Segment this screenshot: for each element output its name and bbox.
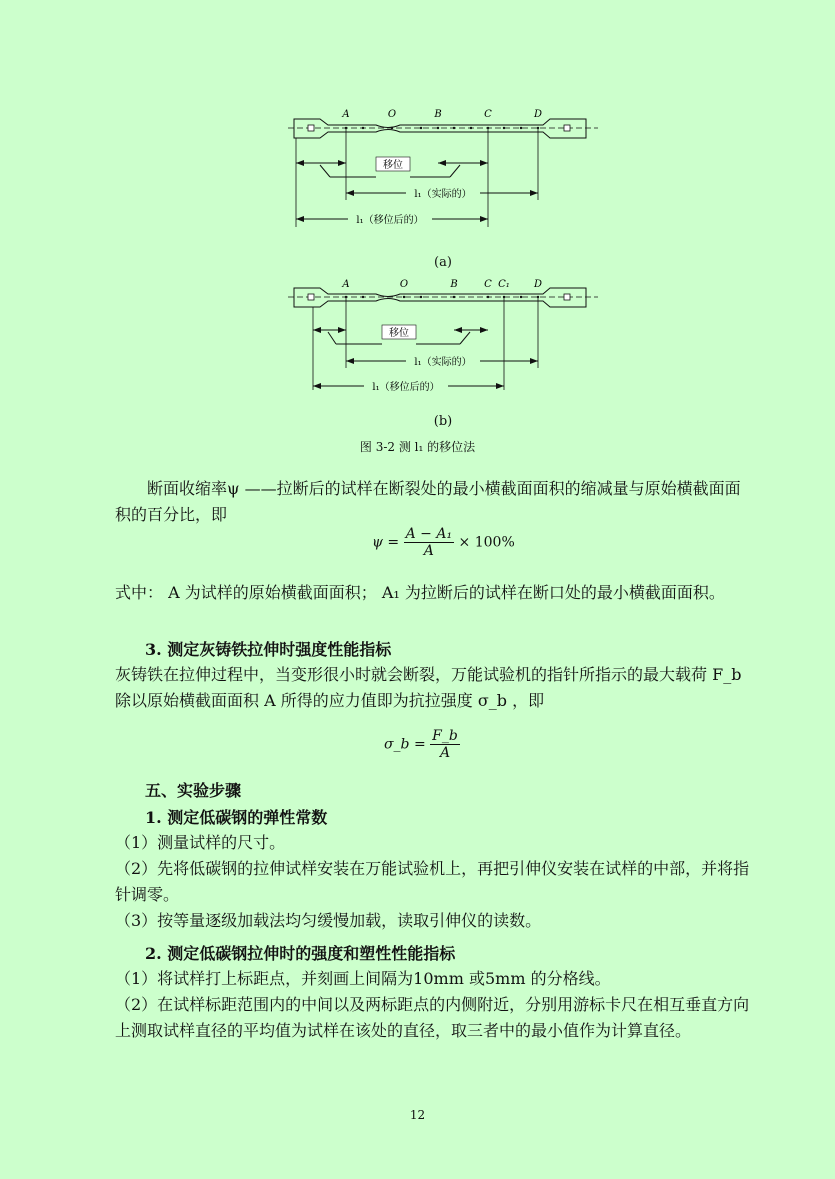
l1-actual-label: l₁（实际的） [414, 189, 472, 200]
figure-caption: 图 3-2 测 l₁ 的移位法 [359, 440, 476, 454]
formula-fraction [404, 526, 454, 559]
heading-strength-plasticity: 2. 测定低碳钢拉伸时的强度和塑性性能指标 [145, 944, 456, 963]
figure-b [288, 278, 598, 428]
page-number: 12 [409, 1108, 426, 1122]
point-label: O [399, 279, 409, 290]
formula-lhs: ψ = [372, 534, 400, 551]
move-label: 移位 [389, 328, 409, 339]
formula-numerator: A − A₁ [405, 526, 453, 542]
specimen-diagram-b [288, 278, 598, 403]
specimen-diagram-a [288, 105, 598, 245]
step-2: （2）先将低碳钢的拉伸试样安装在万能试验机上，再把引伸仪安装在试样的中部，并将指针调零。 [115, 859, 750, 904]
formula-tensile-strength [384, 728, 460, 761]
figure-a-sublabel: (a) [434, 255, 452, 270]
formula-rhs: × 100% [458, 534, 515, 551]
formula-numerator: F_b [432, 728, 458, 744]
point-label: C [484, 279, 492, 290]
formula-lhs: σ_b = [384, 736, 426, 753]
step-1: （1）测量试样的尺寸。 [115, 833, 286, 852]
formula-reduction-of-area [372, 526, 515, 559]
heading-elastic-constants: 1. 测定低碳钢的弹性常数 [145, 808, 328, 827]
formula-denominator: A [439, 745, 451, 761]
move-label: 移位 [383, 160, 403, 171]
l1-actual-label: l₁（实际的） [414, 357, 472, 368]
formula-denominator: A [423, 543, 434, 559]
figure-b-sublabel: (b) [433, 414, 453, 429]
point-label: D [533, 279, 543, 290]
formula-fraction [430, 728, 460, 761]
point-label: B [450, 279, 458, 290]
step-measure: （2）在试样标距范围内的中间以及两标距点的内侧附近，分别用游标卡尺在相互垂直方向上测取试样直径的平均值为试样在该处的直径，取三者中的最小值作为计算直径。 [115, 995, 750, 1040]
heading-section-five: 五、实验步骤 [145, 781, 242, 800]
heading-cast-iron: 3. 测定灰铸铁拉伸时强度性能指标 [145, 640, 392, 659]
paragraph-where: 式中： A 为试样的原始横截面面积； A₁ 为拉断后的试样在断口处的最小横截面面积。 [115, 583, 725, 602]
figure-a [288, 105, 598, 275]
l1-moved-label: l₁（移位后的） [372, 382, 440, 393]
point-label: C [484, 109, 492, 120]
paragraph-cast-iron: 灰铸铁在拉伸过程中，当变形很小时就会断裂，万能试验机的指针所指示的最大载荷 F_b 除以原始横截面面积 A 所得的应力值即为抗拉强度 σ_b ，即 [115, 665, 742, 710]
point-label: A [342, 109, 350, 120]
point-label: B [434, 109, 442, 120]
point-label: D [533, 109, 543, 120]
step-3: （3）按等量逐级加载法均匀缓慢加载，读取引伸仪的读数。 [115, 911, 542, 930]
point-label: C₁ [498, 279, 510, 290]
l1-moved-label: l₁（移位后的） [356, 215, 424, 226]
point-label: O [387, 109, 397, 120]
step-mark: （1）将试样打上标距点，并刻画上间隔为10mm 或5mm 的分格线。 [115, 969, 611, 988]
point-label: A [342, 279, 350, 290]
paragraph-reduction-of-area: 断面收缩率ψ ——拉断后的试样在断裂处的最小横截面面积的缩减量与原始横截面面积的百分比，即 [115, 479, 741, 524]
